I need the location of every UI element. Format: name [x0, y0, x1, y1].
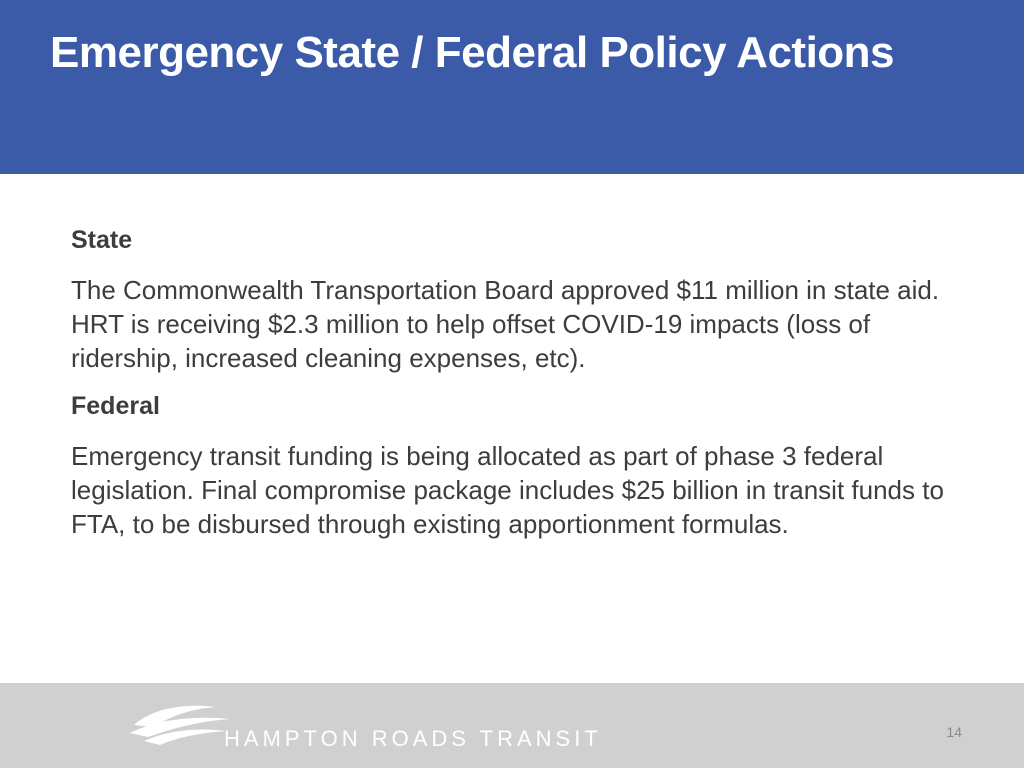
title-bar: [0, 0, 1024, 174]
state-body: The Commonwealth Transportation Board approved $11 million in state aid. HRT is receiving $2.3 million to help offset COVID-19 impacts (loss of ridership, increased cleaning expenses, etc).: [71, 275, 940, 373]
federal-heading: Federal: [71, 392, 160, 420]
federal-body: Emergency transit funding is being allocated as part of phase 3 federal legislation. Final compromise package includes $25 billion in transit funds to FTA, to be disbursed through existing apportionment formulas.: [71, 441, 944, 539]
page-number: 14: [946, 724, 962, 740]
state-section: [71, 222, 951, 375]
logo-text: HAMPTON ROADS TRANSIT: [224, 726, 602, 751]
slide-title: Emergency State / Federal Policy Actions: [50, 28, 895, 77]
state-heading: State: [71, 226, 133, 254]
federal-section: [71, 388, 951, 541]
hampton-roads-transit-logo: [130, 701, 602, 751]
slide-content: [71, 222, 951, 541]
footer-bar: [0, 683, 1024, 768]
